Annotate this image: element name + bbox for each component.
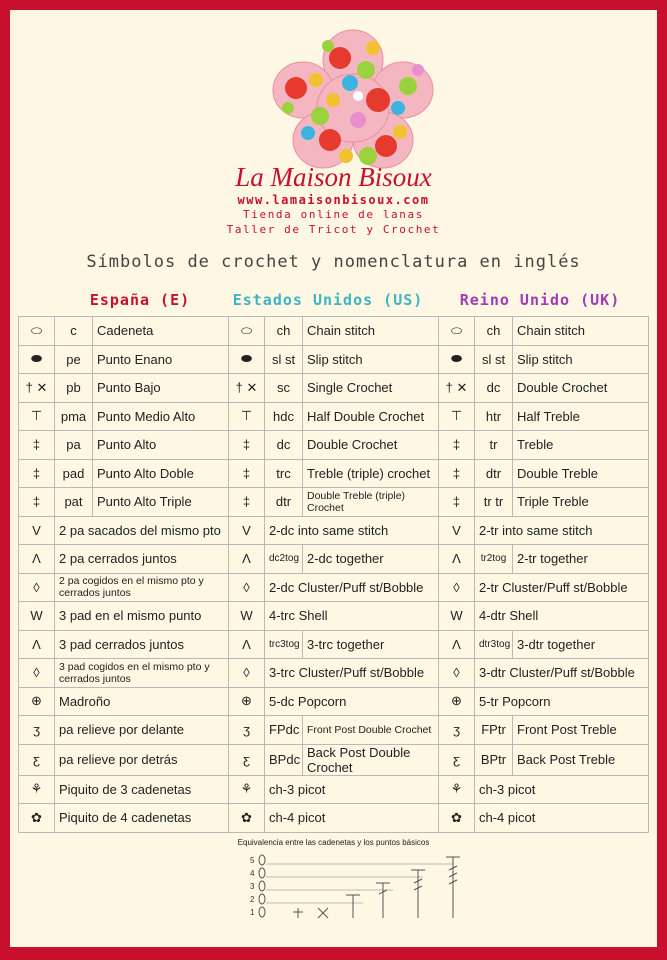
us-abbreviation: trc3tog: [265, 630, 303, 659]
stitch-symbol-icon: W: [19, 602, 55, 631]
stitch-symbol-icon: ‡: [229, 459, 265, 488]
uk-stitch-name: Triple Treble: [513, 488, 649, 517]
stitch-symbol-icon: ⊤: [439, 402, 475, 431]
us-stitch-name: 2-dc into same stitch: [265, 516, 439, 545]
stitch-symbol-icon: ‡: [229, 488, 265, 517]
brand-name: La Maison Bisoux: [235, 162, 432, 192]
stitch-symbol-icon: ‡: [439, 488, 475, 517]
table-row: [19, 431, 649, 460]
uk-stitch-name: Double Crochet: [513, 374, 649, 403]
table-row: [19, 374, 649, 403]
stitch-symbol-icon: Λ: [439, 545, 475, 574]
us-abbreviation: FPdc: [265, 716, 303, 745]
us-abbreviation: dtr: [265, 488, 303, 517]
brand-url[interactable]: www.lamaisonbisoux.com: [237, 193, 430, 207]
uk-stitch-name: 2-tr Cluster/Puff st/Bobble: [475, 573, 649, 602]
uk-stitch-name: 3-dtr together: [513, 630, 649, 659]
uk-stitch-name: 2-tr into same stitch: [475, 516, 649, 545]
stitch-symbol-icon: ✿: [439, 804, 475, 833]
us-abbreviation: BPdc: [265, 744, 303, 775]
uk-stitch-name: 2-tr together: [513, 545, 649, 574]
stitch-symbol-icon: ⬬: [229, 345, 265, 374]
level-label: 1: [250, 908, 255, 917]
stitch-symbol-icon: ƹ: [439, 744, 475, 775]
us-abbreviation: hdc: [265, 402, 303, 431]
uk-stitch-name: Half Treble: [513, 402, 649, 431]
stitch-symbol-icon: ‡: [439, 431, 475, 460]
stitch-symbol-icon: Λ: [439, 630, 475, 659]
stitch-symbol-icon: ⬬: [19, 345, 55, 374]
stitch-symbol-icon: ⬭: [19, 317, 55, 346]
uk-abbreviation: sl st: [475, 345, 513, 374]
us-stitch-name: Double Treble (triple) Crochet: [303, 488, 439, 517]
table-row: [19, 744, 649, 775]
stitch-symbol-icon: ƹ: [229, 744, 265, 775]
us-stitch-name: ch-4 picot: [265, 804, 439, 833]
es-abbreviation: pad: [55, 459, 93, 488]
stitch-symbol-icon: Λ: [19, 545, 55, 574]
stitch-symbol-icon: ʒ: [439, 716, 475, 745]
uk-stitch-name: 5-tr Popcorn: [475, 687, 649, 716]
stitch-symbol-icon: ⊕: [229, 687, 265, 716]
us-abbreviation: trc: [265, 459, 303, 488]
table-row: [19, 317, 649, 346]
us-stitch-name: 4-trc Shell: [265, 602, 439, 631]
uk-abbreviation: tr2tog: [475, 545, 513, 574]
uk-stitch-name: ch-4 picot: [475, 804, 649, 833]
es-stitch-name: 3 pad cogidos en el mismo pto y cerrados juntos: [55, 659, 229, 688]
level-label: 2: [250, 895, 255, 904]
es-abbreviation: pb: [55, 374, 93, 403]
stitch-symbol-icon: V: [229, 516, 265, 545]
stitch-symbol-icon: ʒ: [229, 716, 265, 745]
table-row: [19, 545, 649, 574]
stitch-symbol-icon: V: [439, 516, 475, 545]
uk-stitch-name: ch-3 picot: [475, 775, 649, 804]
es-stitch-name: Punto Alto Triple: [93, 488, 229, 517]
es-stitch-name: Piquito de 4 cadenetas: [55, 804, 229, 833]
es-stitch-name: Madroño: [55, 687, 229, 716]
stitch-symbol-icon: ⬬: [439, 345, 475, 374]
es-stitch-name: 2 pa sacados del mismo pto: [55, 516, 229, 545]
page-sheet: [10, 10, 657, 947]
uk-stitch-name: Double Treble: [513, 459, 649, 488]
stitch-symbol-icon: † ✕: [229, 374, 265, 403]
stitch-symbol-icon: ⬭: [439, 317, 475, 346]
es-stitch-name: Punto Medio Alto: [93, 402, 229, 431]
es-stitch-name: 3 pad cerrados juntos: [55, 630, 229, 659]
table-row: [19, 516, 649, 545]
stitch-symbol-icon: ‡: [229, 431, 265, 460]
stitch-symbol-icon: ‡: [439, 459, 475, 488]
stitch-symbol-icon: † ✕: [19, 374, 55, 403]
equivalence-title: Equivalencia entre las cadenetas y los puntos básicos: [237, 838, 430, 847]
stitch-symbol-icon: ⊤: [229, 402, 265, 431]
table-row: [19, 459, 649, 488]
stitch-symbol-icon: ⚘: [439, 775, 475, 804]
us-stitch-name: 5-dc Popcorn: [265, 687, 439, 716]
us-stitch-name: Back Post Double Crochet: [303, 744, 439, 775]
stitch-symbol-icon: ‡: [19, 488, 55, 517]
es-stitch-name: pa relieve por delante: [55, 716, 229, 745]
column-header-uk: Reino Unido (UK): [459, 291, 621, 309]
table-row: [19, 602, 649, 631]
us-stitch-name: 2-dc Cluster/Puff st/Bobble: [265, 573, 439, 602]
stitch-symbol-icon: ⊤: [19, 402, 55, 431]
uk-abbreviation: tr tr: [475, 488, 513, 517]
table-row: [19, 716, 649, 745]
us-abbreviation: dc2tog: [265, 545, 303, 574]
us-abbreviation: sl st: [265, 345, 303, 374]
table-row: [19, 573, 649, 602]
brand-tagline-2: Taller de Tricot y Crochet: [226, 223, 441, 236]
stitch-symbol-icon: ⊕: [439, 687, 475, 716]
us-stitch-name: 2-dc together: [303, 545, 439, 574]
uk-stitch-name: Chain stitch: [513, 317, 649, 346]
uk-stitch-name: Back Post Treble: [513, 744, 649, 775]
table-row: [19, 804, 649, 833]
stitch-symbol-icon: ◊: [439, 659, 475, 688]
stitch-symbol-icon: ‡: [19, 459, 55, 488]
es-abbreviation: pe: [55, 345, 93, 374]
us-stitch-name: Treble (triple) crochet: [303, 459, 439, 488]
uk-stitch-name: 3-dtr Cluster/Puff st/Bobble: [475, 659, 649, 688]
stitch-symbol-icon: ⚘: [229, 775, 265, 804]
us-stitch-name: ch-3 picot: [265, 775, 439, 804]
stitch-symbol-icon: ⬭: [229, 317, 265, 346]
uk-abbreviation: BPtr: [475, 744, 513, 775]
table-row: [19, 659, 649, 688]
uk-stitch-name: Front Post Treble: [513, 716, 649, 745]
es-abbreviation: c: [55, 317, 93, 346]
us-abbreviation: sc: [265, 374, 303, 403]
table-row: [19, 488, 649, 517]
stitch-symbol-icon: V: [19, 516, 55, 545]
us-stitch-name: Double Crochet: [303, 431, 439, 460]
es-abbreviation: pa: [55, 431, 93, 460]
es-stitch-name: Piquito de 3 cadenetas: [55, 775, 229, 804]
us-stitch-name: Slip stitch: [303, 345, 439, 374]
uk-abbreviation: FPtr: [475, 716, 513, 745]
chain-equivalence-diagram: [248, 850, 498, 930]
table-row: [19, 687, 649, 716]
stitch-symbol-icon: ◊: [19, 659, 55, 688]
table-row: [19, 775, 649, 804]
level-label: 4: [250, 869, 255, 878]
uk-abbreviation: dtr: [475, 459, 513, 488]
stitch-symbol-icon: ◊: [19, 573, 55, 602]
stitch-symbol-icon: ✿: [229, 804, 265, 833]
uk-abbreviation: ch: [475, 317, 513, 346]
symbols-table: [18, 316, 649, 833]
us-stitch-name: Half Double Crochet: [303, 402, 439, 431]
uk-abbreviation: tr: [475, 431, 513, 460]
stitch-symbol-icon: Λ: [229, 545, 265, 574]
table-row: [19, 402, 649, 431]
stitch-symbol-icon: ✿: [19, 804, 55, 833]
es-stitch-name: Punto Alto: [93, 431, 229, 460]
stitch-symbol-icon: W: [439, 602, 475, 631]
us-stitch-name: Front Post Double Crochet: [303, 716, 439, 745]
stitch-symbol-icon: ◊: [229, 659, 265, 688]
table-row: [19, 345, 649, 374]
uk-abbreviation: dc: [475, 374, 513, 403]
stitch-symbol-icon: ◊: [439, 573, 475, 602]
stitch-symbol-icon: ⚘: [19, 775, 55, 804]
uk-abbreviation: htr: [475, 402, 513, 431]
es-abbreviation: pat: [55, 488, 93, 517]
stitch-symbol-icon: ƹ: [19, 744, 55, 775]
us-abbreviation: ch: [265, 317, 303, 346]
stitch-symbol-icon: Λ: [229, 630, 265, 659]
es-stitch-name: Punto Enano: [93, 345, 229, 374]
us-stitch-name: 3-trc Cluster/Puff st/Bobble: [265, 659, 439, 688]
flower-logo: [258, 28, 448, 178]
es-stitch-name: 2 pa cogidos en el mismo pto y cerrados juntos: [55, 573, 229, 602]
brand-tagline-1: Tienda online de lanas: [243, 208, 424, 221]
us-stitch-name: Chain stitch: [303, 317, 439, 346]
es-stitch-name: Punto Alto Doble: [93, 459, 229, 488]
es-stitch-name: Punto Bajo: [93, 374, 229, 403]
uk-stitch-name: 4-dtr Shell: [475, 602, 649, 631]
us-stitch-name: Single Crochet: [303, 374, 439, 403]
stitch-symbol-icon: ⊕: [19, 687, 55, 716]
us-stitch-name: 3-trc together: [303, 630, 439, 659]
es-stitch-name: 3 pad en el mismo punto: [55, 602, 229, 631]
column-header-spain: España (E): [89, 291, 191, 309]
table-row: [19, 630, 649, 659]
uk-stitch-name: Slip stitch: [513, 345, 649, 374]
es-stitch-name: 2 pa cerrados juntos: [55, 545, 229, 574]
uk-abbreviation: dtr3tog: [475, 630, 513, 659]
level-label: 5: [250, 856, 255, 865]
es-abbreviation: pma: [55, 402, 93, 431]
es-stitch-name: Cadeneta: [93, 317, 229, 346]
stitch-symbol-icon: Λ: [19, 630, 55, 659]
stitch-symbol-icon: ◊: [229, 573, 265, 602]
stitch-symbol-icon: ‡: [19, 431, 55, 460]
page-title: Símbolos de crochet y nomenclatura en inglés: [86, 252, 581, 272]
stitch-symbol-icon: ʒ: [19, 716, 55, 745]
us-abbreviation: dc: [265, 431, 303, 460]
level-label: 3: [250, 882, 255, 891]
uk-stitch-name: Treble: [513, 431, 649, 460]
stitch-symbol-icon: † ✕: [439, 374, 475, 403]
es-stitch-name: pa relieve por detrás: [55, 744, 229, 775]
stitch-symbol-icon: W: [229, 602, 265, 631]
column-header-us: Estados Unidos (US): [232, 291, 424, 309]
